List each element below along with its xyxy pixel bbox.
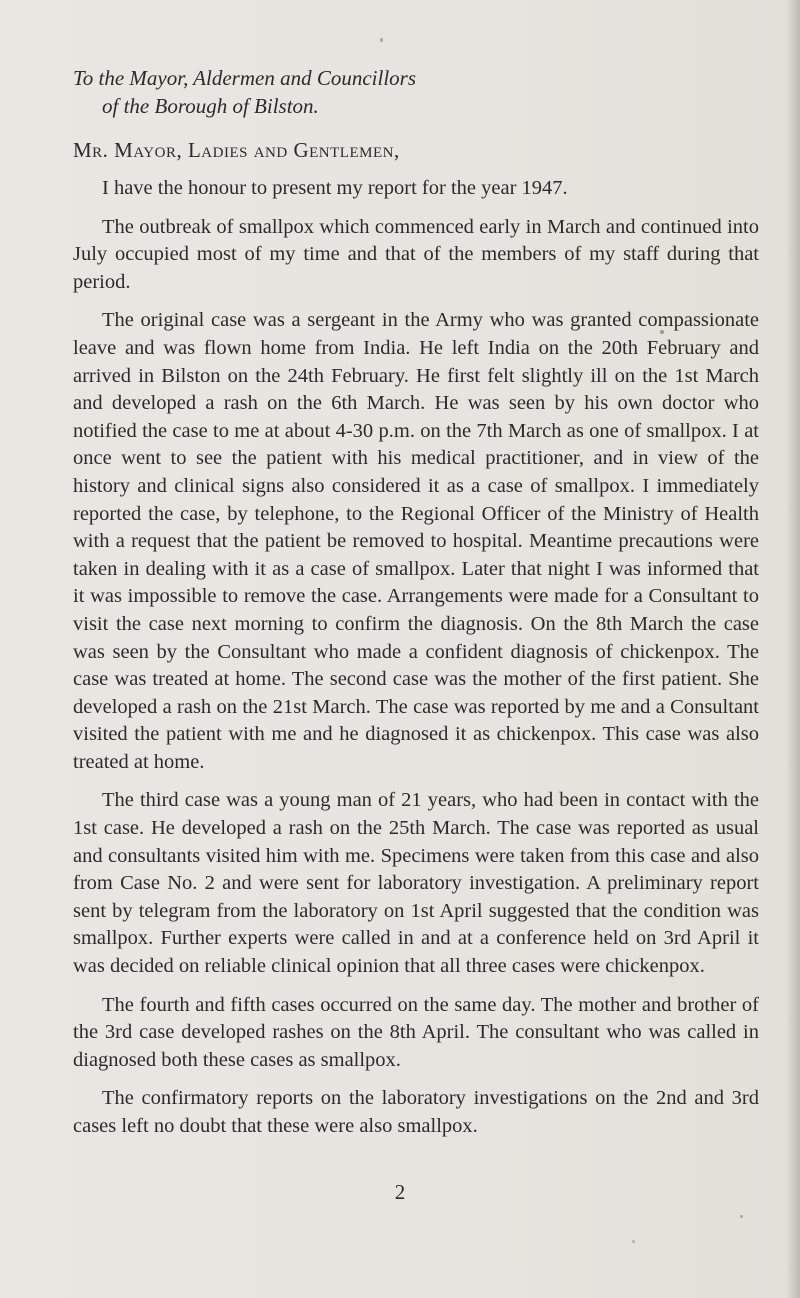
- address-line-1: To the Mayor, Aldermen and Councillors: [73, 66, 417, 90]
- print-speck: [380, 38, 383, 42]
- report-letter: [73, 64, 759, 1141]
- greeting: [73, 136, 759, 164]
- paragraph-confirmatory-reports: The confirmatory reports on the laboratory investigations on the 2nd and 3rd cases left no doubt that these were also smallpox.: [73, 1087, 759, 1137]
- print-speck: [740, 1215, 743, 1218]
- address-line-2: of the Borough of Bilston.: [102, 94, 319, 118]
- print-speck: [632, 1240, 635, 1243]
- page-number: 2: [394, 1180, 406, 1204]
- paragraph-fourth-fifth-cases: The fourth and fifth cases occurred on the same day. The mother and brother of the 3rd case developed rashes on the 8th April. The consultant who was called in diagnosed both these cases as smallpox.: [73, 993, 759, 1071]
- page-edge-shadow: [786, 0, 800, 1298]
- paragraph-original-case: The original case was a sergeant in the Army who was granted compassionate leave and was flown home from India. He left India on the 20th February and arrived in Bilston on the 24th February. He first felt slightly ill on the 1st March and developed a rash on the 6th March. He was seen by his own doctor who notified the case to me at about 4-30 p.m. on the 7th March as one of smallpox. I at once went to see the patient with his medical practitioner, and in view of the history and clinical signs also considered it as a case of smallpox. I immediately reported the case, by telephone, to the Regional Officer of the Ministry of Health with a request that the patient be removed to hospital. Meantime precautions were taken in dealing with it as a case of smallpox. Later that night I was informed that it was impossible to remove the case. Arrangements were made for a Consultant to visit the case next morning to confirm the diagnosis. On the 8th March the case was seen by the Consultant who made a confident diagnosis of chickenpox. The case was treated at home. The second case was the mother of the first patient. She developed a rash on the 21st March. The case was reported by me and a Consultant visited the patient with me and he diagnosed it as chickenpox. This case was also treated at home.: [73, 309, 759, 773]
- greeting-text: Mr. Mayor, Ladies and Gentlemen,: [73, 138, 400, 162]
- paragraph-outbreak: The outbreak of smallpox which commenced early in March and continued into July occupied most of my time and that of the members of my staff during that period.: [73, 215, 759, 293]
- paragraph-third-case: The third case was a young man of 21 years, who had been in contact with the 1st case. He developed a rash on the 25th March. The case was reported as usual and consultants visited him with me. Specimens were taken from this case and also from Case No. 2 and were sent for laboratory investigation. A preliminary report sent by telegram from the laboratory on 1st April suggested that the condition was smallpox. Further experts were called in and at a conference held on 3rd April it was decided on reliable clinical opinion that all three cases were chickenpox.: [73, 789, 759, 978]
- address-block: [73, 64, 759, 120]
- paragraph-intro: I have the honour to present my report for the year 1947.: [102, 177, 568, 199]
